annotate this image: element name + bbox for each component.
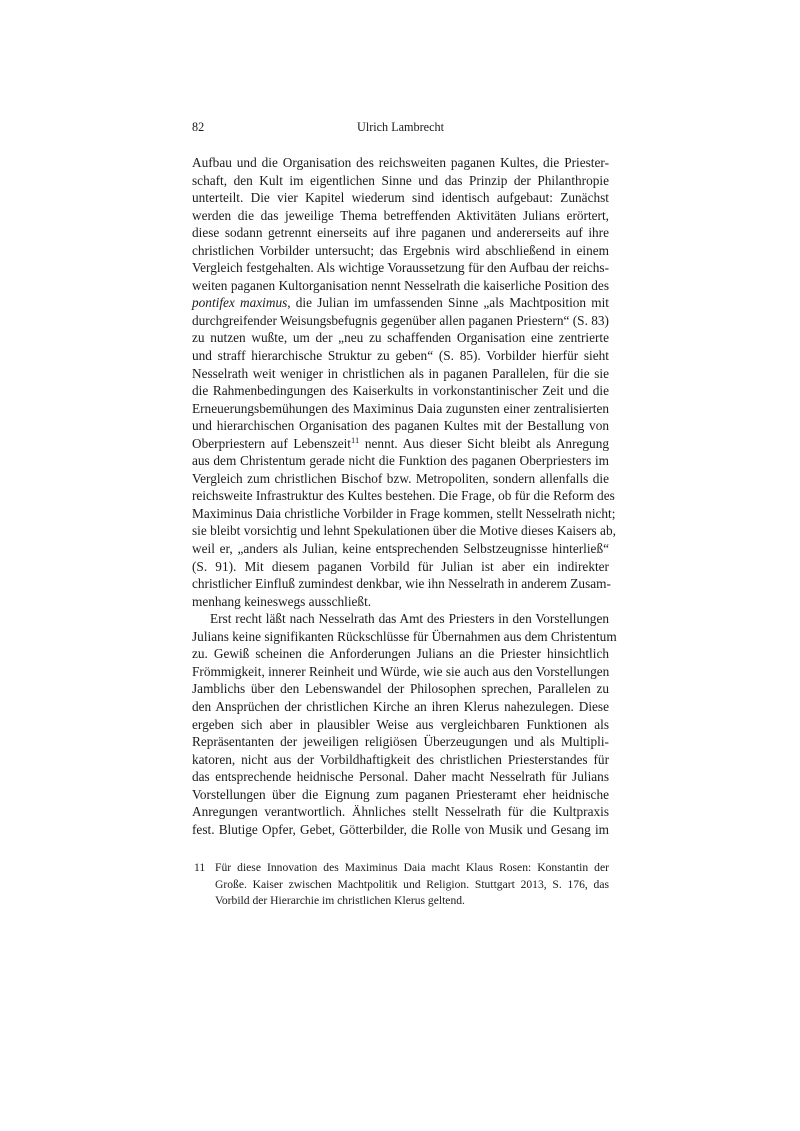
text-line: Vorstellungen über die Eignung zum paganen Priesteramt eher heidnische [192, 786, 609, 802]
text-line: zu. Gewiß scheinen die Anforderungen Julians an die Priester hinsichtlich [192, 646, 609, 662]
text-line: durchgreifender Weisungsbefugnis gegenüber allen paganen Priestern“ (S. 83) [192, 312, 609, 328]
text-line: und straff hierarchische Struktur zu geben“ (S. 85). Vorbilder hierfür sieht [192, 348, 609, 364]
text-line: die Rahmenbedingungen des Kaiserkults in vorkonstantinischer Zeit und die [192, 383, 609, 399]
text-line: Erneuerungsbemühungen des Maximinus Daia zugunsten einer zentralisierten [192, 400, 609, 416]
text-line: Jamblichs über den Lebenswandel der Philosophen sprechen, Parallelen zu [192, 681, 609, 697]
text-line [192, 294, 609, 312]
running-head-author: Ulrich Lambrecht [357, 120, 444, 134]
text-line: ergeben sich aber in plausibler Weise aus vergleichbaren Funktionen als [192, 716, 609, 732]
text-line: aus dem Christentum gerade nicht die Funktion des paganen Oberpriesters im [192, 453, 609, 469]
text-line: und hierarchischen Organisation des paganen Kultes mit der Bestallung von [192, 418, 609, 434]
text-line: menhang keineswegs ausschließt. [192, 593, 372, 609]
footnote-line: Große. Kaiser zwischen Machtpolitik und Religion. Stuttgart 2013, S. 176, das [215, 877, 609, 891]
footnote-area [192, 860, 609, 909]
text-span: , die Julian im umfassenden Sinne „als Machtposition mit [287, 295, 609, 311]
text-line: Maximinus Daia christliche Vorbilder in Frage kommen, stellt Nesselrath nicht; [192, 505, 616, 521]
text-line: (S. 91). Mit diesem paganen Vorbild für Julian ist aber ein indirekter [192, 558, 609, 574]
text-line: diese sodann getrennt einerseits auf ihre paganen und andererseits auf ihre [192, 225, 609, 241]
text-line: katoren, nicht aus der Vorbildhaftigkeit des christlichen Priesterstandes für [192, 751, 609, 767]
text-line: unterteilt. Die vier Kapitel wiederum sind identisch aufgebaut: Zunächst [192, 190, 609, 206]
paragraph-2 [192, 610, 617, 838]
text-line: den Ansprüchen der christlichen Kirche an ihren Klerus nahezulegen. Diese [192, 698, 609, 714]
footnote-reference[interactable]: 11 [351, 434, 360, 445]
text-line: Frömmigkeit, innerer Reinheit und Würde, wie sie auch aus den Vorstellungen [192, 663, 610, 679]
text-line: Erst recht läßt nach Nesselrath das Amt des Priesters in den Vorstellungen [210, 611, 609, 627]
text-line: Repräsentanten der jeweiligen religiösen Überzeugungen und als Multipli- [192, 734, 609, 750]
text-line: fest. Blutige Opfer, Gebet, Götterbilder, die Rolle von Musik und Gesang im [192, 821, 609, 837]
text-line: christlicher Einfluß zumindest denkbar, wie ihn Nesselrath in anderem Zusam- [192, 576, 611, 592]
text-line: reichsweite Infrastruktur des Kultes bestehen. Die Frage, ob für die Reform des [192, 488, 615, 504]
running-head [192, 118, 609, 138]
text-line: Vergleich festgehalten. Als wichtige Voraussetzung für den Aufbau der reichs- [192, 260, 609, 276]
text-span: nennt. Aus dieser Sicht bleibt als Anregung [359, 435, 610, 451]
text-line: christlichen Vorbilder untersucht; das Ergebnis wird abschließend in einem [192, 242, 609, 258]
text-span: Oberpriestern auf Lebenszeit [192, 435, 352, 451]
text-line: zu nutzen wußte, um der „neu zu schaffenden Organisation eine zentrierte [192, 330, 609, 346]
text-line: Julians keine signifikanten Rückschlüsse für Übernahmen aus dem Christentum [192, 628, 617, 644]
text-line: sie bleibt vorsichtig und lehnt Spekulationen über die Motive dieses Kaisers ab, [192, 523, 616, 539]
footnote-text [215, 860, 609, 909]
footnote-line: Für diese Innovation des Maximinus Daia macht Klaus Rosen: Konstantin der [215, 861, 609, 875]
text-line: werden die das jeweilige Thema betreffenden Aktivitäten Julians erörtert, [192, 207, 609, 223]
text-line: Anregungen verantwortlich. Ähnliches stellt Nesselrath für die Kultpraxis [192, 804, 609, 820]
footnote-line: Vorbild der Hierarchie im christlichen Klerus geltend. [215, 893, 465, 907]
italic-term: pontifex maximus [192, 295, 288, 311]
page [192, 118, 617, 909]
text-line: Nesselrath weit weniger in christlichen als in paganen Parallelen, für die sie [192, 365, 609, 381]
text-line: weiten paganen Kultorganisation nennt Nesselrath die kaiserliche Position des [192, 277, 609, 293]
paragraph-1 [192, 154, 616, 610]
text-line: weil er, „anders als Julian, keine entsprechenden Selbstzeugnisse hinterließ“ [192, 541, 609, 557]
text-line [192, 435, 609, 453]
body-text [192, 154, 617, 838]
text-line: Aufbau und die Organisation des reichsweiten paganen Kultes, die Priester- [192, 155, 609, 170]
text-line: das entsprechende heidnische Personal. Daher macht Nesselrath für Julians [192, 769, 609, 785]
text-line: schaft, den Kult im eigentlichen Sinne und das Prinzip der Philanthropie [192, 172, 609, 188]
text-line: Vergleich zum christlichen Bischof bzw. Metropoliten, sondern allenfalls die [192, 470, 609, 486]
footnote-number: 11 [194, 861, 206, 875]
page-number: 82 [192, 120, 205, 134]
